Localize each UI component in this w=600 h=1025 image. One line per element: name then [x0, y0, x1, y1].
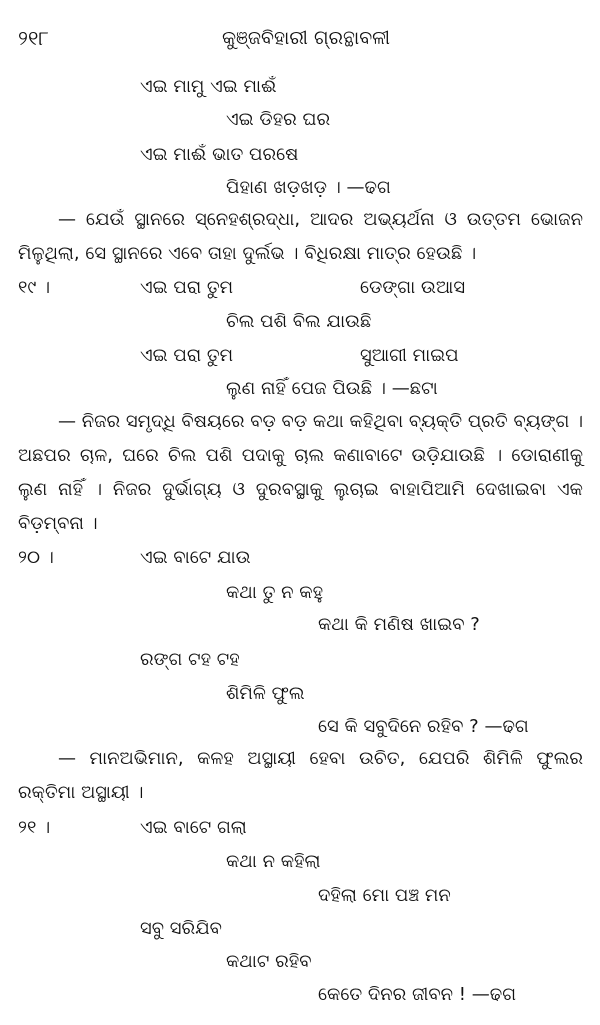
proverb-number: ୨୦ ।: [18, 547, 54, 568]
explanation-line: ମିଳୁଥିଲା, ସେ ସ୍ଥାନରେ ଏବେ ତାହା ଦୁର୍ଲଭ । ବିଧିରକ୍ଷା ମାତ୍ର ହେଉଛି ।: [18, 243, 477, 264]
verse-line: ରଙ୍ଗ ଟହ ଟହ: [140, 649, 240, 670]
verse-line: ଦହିଲା ମୋ ପଞ୍ଚ ମନ: [318, 885, 451, 906]
verse-line: ଏଇ ପରା ତୁମ: [140, 345, 234, 366]
verse-line: ସେ କି ସବୁଦିନେ ରହିବ ? —ଢଗ: [318, 716, 529, 737]
explanation-line: — ନିଜର ସମୃଦ୍ଧି ବିଷୟରେ ବଡ଼ ବଡ଼ କଥା କହିଥିବା ବ୍ୟକ୍ତି ପ୍ରତି ବ୍ୟଙ୍ଗ ।: [58, 411, 584, 432]
verse-line: କଥା ନ କହିଲା: [226, 851, 321, 872]
verse-line: କଥା କି ମଣିଷ ଖାଇବ ?: [318, 614, 480, 635]
verse-line: ଲୁଣ ନାହିଁ ପେଜ ପିଉଛି । —ଛଟା: [226, 378, 438, 399]
verse-line: ପିହାଣ ଖଡ଼ଖଡ଼ । —ଢଗ: [226, 177, 391, 198]
verse-line: ଏଇ ମାଈଁ ଭାତ ପରଷେ: [140, 144, 299, 165]
proverb-number: ୧୯ ।: [18, 277, 51, 298]
explanation-line: — ମାନଅଭିମାନ, କଳହ ଅସ୍ଥାୟୀ ହେବା ଉଚିତ, ଯେପରି ଶିମିଳି ଫୁଲର: [58, 748, 583, 769]
verse-line: ଏଇ ଡିହର ଘର: [226, 109, 331, 130]
verse-line: ସବୁ ସରିଯିବ: [140, 918, 222, 939]
verse-line: ଚିଲ ପଶି ବିଲ ଯାଉଛି: [226, 311, 372, 332]
verse-line: ଏଇ ବାଟେ ଗଲା: [140, 817, 247, 838]
book-title: କୁଞ୍ଜବିହାରୀ ଗ୍ରନ୍ଥାବଳୀ: [222, 27, 391, 49]
page-number: ୨୧୮: [18, 26, 49, 50]
explanation-line: ଅଛପର ଚାଳ, ଘରେ ଚିଲ ପଶି ପଦାକୁ ଚାଲ କଣାବାଟେ ଉଡ଼ିଯାଉଛି । ଡୋରାଣୀକୁ: [18, 445, 583, 466]
explanation-line: — ଯେଉଁ ସ୍ଥାନରେ ସ୍ନେହଶ୍ରଦ୍ଧା, ଆଦର ଅଭ୍ୟର୍ଥନା ଓ ଉତ୍ତମ ଭୋଜନ: [58, 209, 583, 230]
verse-line: ଶିମିଳି ଫୁଲ: [226, 683, 305, 704]
explanation-line: ଲୁଣ ନାହିଁ । ନିଜର ଦୁର୍ଭାଗ୍ୟ ଓ ଦୁରବସ୍ଥାକୁ ଲୁଚାଇ ବାହାପିଆମି ଦେଖାଇବା ଏକ: [18, 479, 583, 500]
proverb-number: ୨୧ ।: [18, 817, 51, 838]
verse-line: ଏଇ ବାଟେ ଯାଉ: [140, 547, 251, 568]
explanation-line: ରକ୍ତିମା ଅସ୍ଥାୟୀ ।: [18, 782, 144, 803]
explanation-line: ବିଡ଼ମ୍ବନା ।: [18, 513, 98, 534]
verse-line: କଥା ତୁ ନ କହୁ: [226, 582, 324, 603]
verse-line: ଏଇ ମାମୁ ଏଇ ମାଈଁ: [140, 76, 277, 97]
verse-line: ଡେଙ୍ଗା ଉଆସ: [360, 277, 466, 298]
verse-line: କଥାଟ ରହିବ: [226, 951, 312, 972]
verse-line: କେତେ ଦିନର ଜୀବନ ! —ଢଗ: [318, 984, 517, 1005]
verse-line: ସୁଆଗୀ ମାଇପ: [360, 345, 459, 366]
verse-line: ଏଇ ପରା ତୁମ: [140, 277, 234, 298]
